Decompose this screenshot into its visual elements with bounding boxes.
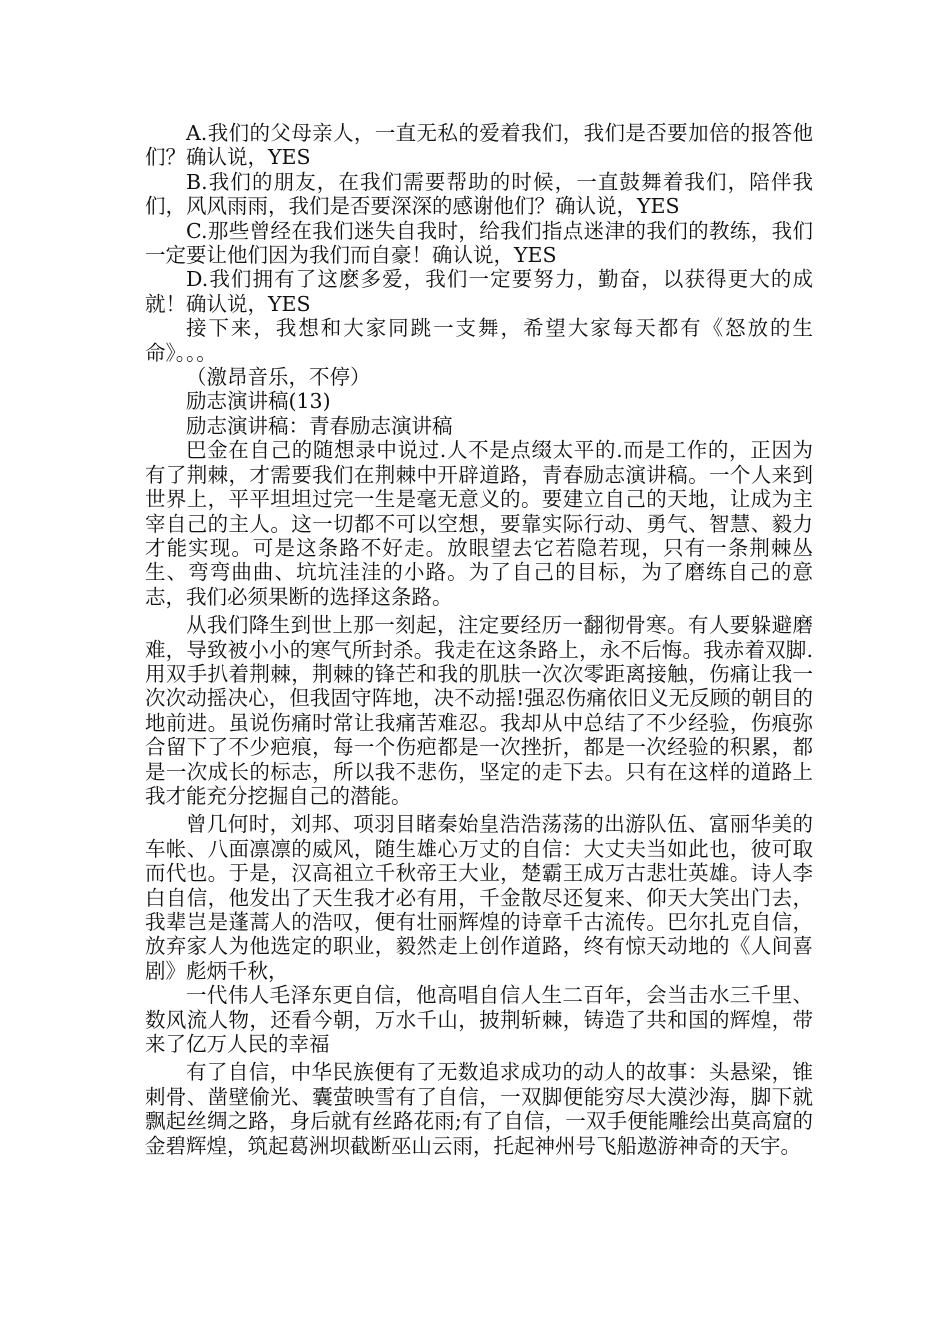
paragraph-dance: 接下来，我想和大家同跳一支舞，希望大家每天都有《怒放的生命》。。。 [145, 316, 813, 365]
document-page [145, 121, 813, 1158]
section-heading: 励志演讲稿(13) [186, 389, 331, 414]
paragraph-b-friends: B.我们的朋友，在我们需要帮助的时候，一直鼓舞着我们，陪伴我们，风风雨雨，我们是否要深深的感谢他们？确认说，YES [145, 169, 813, 219]
paragraph-a-parents: A.我们的父母亲人，一直无私的爱着我们，我们是否要加倍的报答他们？确认说，YES [145, 121, 813, 170]
paragraph-music-note: （激昂音乐，不停） [186, 365, 371, 390]
paragraph-mao: 一代伟人毛泽东更自信，他高唱自信人生二百年，会当击水三千里、数风流人物，还看今朝，万水千山，披荆斩棘，铸造了共和国的辉煌，带来了亿万人民的幸福 [145, 983, 813, 1057]
section-subheading: 励志演讲稿：青春励志演讲稿 [186, 413, 453, 438]
paragraph-confidence: 有了自信，中华民族便有了无数追求成功的动人的故事：头悬梁，锥刺骨、凿壁偷光、囊萤映雪有了自信，一双脚便能穷尽大漠沙海，脚下就飘起丝绸之路，身后就有丝路花雨;有了自信，一双手便能雕绘出莫高窟的金碧辉煌，筑起葛洲坝截断巫山云雨，托起神州号飞船遨游神奇的天宇。 [145, 1060, 813, 1158]
paragraph-bajin: 巴金在自己的随想录中说过.人不是点缀太平的.而是工作的，正因为有了荆棘，才需要我们在荆棘中开辟道路，青春励志演讲稿。一个人来到世界上，平平坦坦过完一生是毫无意义的。要建立自己的天地，让成为主宰自己的主人。这一切都不可以空想，要靠实际行动、勇气、智慧、毅力才能实现。可是这条路不好走。放眼望去它若隐若现，只有一条荆棘丛生、弯弯曲曲、坑坑洼洼的小路。为了自己的目标，为了磨练自己的意志，我们必须果断的选择这条路。 [145, 438, 813, 609]
paragraph-history: 曾几何时，刘邦、项羽目睹秦始皇浩浩荡荡的出游队伍、富丽华美的车帐、八面凛凛的威风，随生雄心万丈的自信：大丈夫当如此也，彼可取而代也。于是，汉高祖立千秋帝王大业，楚霸王成万古悲壮英雄。诗人李白自信，他发出了天生我才必有用，千金散尽还复来、仰天大笑出门去，我辈岂是蓬蒿人的浩叹，便有壮丽辉煌的诗章千古流传。巴尔扎克自信，放弃家人为他选定的职业，毅然走上创作道路，终有惊天动地的《人间喜剧》彪炳千秋， [145, 812, 813, 983]
paragraph-d-effort: D.我们拥有了这麽多爱，我们一定要努力，勤奋，以获得更大的成就！确认说，YES [145, 267, 813, 316]
paragraph-c-coaches: C.那些曾经在我们迷失自我时，给我们指点迷津的我们的教练，我们一定要让他们因为我们而自豪！确认说，YES [145, 218, 813, 268]
paragraph-thorns: 从我们降生到世上那一刻起，注定要经历一翻彻骨寒。有人要躲避磨难，导致被小小的寒气所封杀。我走在这条路上，永不后悔。我赤着双脚.用双手扒着荆棘，荆棘的锋芒和我的肌肤一次次零距离接触，伤痛让我一次次动摇决心，但我固守阵地，决不动摇!强忍伤痛依旧义无反顾的朝目的地前进。虽说伤痛时常让我痛苦难忍。我却从中总结了不少经验，伤痕弥合留下了不少疤痕，每一个伤疤都是一次挫折，都是一次经验的积累，都是一次成长的标志，所以我不悲伤，坚定的走下去。只有在这样的道路上我才能充分挖掘自己的潜能。 [145, 613, 813, 808]
